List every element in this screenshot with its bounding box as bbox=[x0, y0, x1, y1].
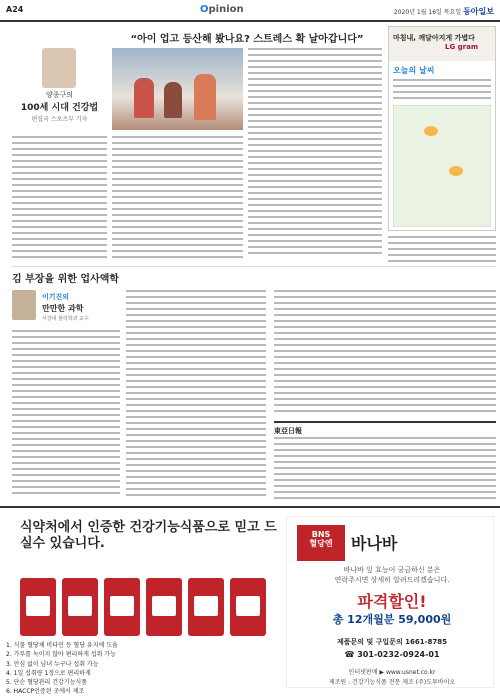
author-name: 양종구의 bbox=[45, 91, 74, 99]
sale-banner: 파격할인! bbox=[357, 592, 427, 611]
section-initial: O bbox=[200, 4, 209, 15]
person-figure bbox=[164, 82, 182, 118]
column2-headline: 김 부장을 위한 업사액학 bbox=[12, 274, 120, 285]
section-rest: pinion bbox=[208, 4, 244, 15]
ad-sub2: 연락주시면 상세히 알려드리겠습니다. bbox=[334, 576, 450, 584]
sun-icon bbox=[449, 166, 463, 176]
laptop-ad[interactable] bbox=[389, 27, 495, 61]
ad-note: 6. HACCP인증된 곳에서 제조 bbox=[6, 688, 85, 696]
column-series-title: 100세 시대 건강법 bbox=[20, 103, 99, 113]
product-box bbox=[230, 578, 266, 636]
article-photo bbox=[112, 48, 243, 130]
ad-note: 5. 단순 혈당관리 건강기능식품 bbox=[6, 679, 87, 687]
article2-body-col2 bbox=[126, 290, 266, 502]
brand-tag-line1: BNS bbox=[311, 530, 331, 539]
product-box bbox=[20, 578, 56, 636]
ad-note: 4. 1일 섭취량 1정으로 편리하게 bbox=[6, 669, 91, 677]
article-body-col1 bbox=[12, 136, 107, 262]
publisher-info bbox=[274, 421, 496, 503]
ad-note: 2. 가루를 녹이지 않아 편리하게 섭취 가능 bbox=[6, 651, 116, 659]
issue-date-text: 2020년 1월 16일 목요일 bbox=[393, 9, 462, 16]
author2-name: 이기진의 bbox=[42, 293, 70, 301]
supplement-ad[interactable] bbox=[0, 506, 500, 696]
issue-date bbox=[394, 6, 494, 17]
brand-name: 바나바 bbox=[351, 534, 398, 553]
person-figure bbox=[134, 78, 154, 118]
column-headline: “아이 업고 등산해 봤나요? 스트레스 확 날아갑니다” bbox=[130, 34, 364, 45]
ad-notes bbox=[6, 641, 276, 697]
ad-note: 3. 안심 없이 남녀 누구나 섭취 가능 bbox=[6, 660, 99, 668]
contact-label[interactable]: 제품문의 및 구입문의 1661-8785 bbox=[336, 638, 448, 646]
section-divider bbox=[12, 266, 496, 267]
column2-series-title: 만만한 과학 bbox=[42, 304, 84, 313]
paper-name: 동아일보 bbox=[463, 7, 494, 16]
weather-panel bbox=[388, 26, 496, 231]
ad-note: 1. 식물 혈당체 비타민 등 혈당 유지에 도움 bbox=[6, 642, 118, 649]
manufacturer-info: 제조원 : 건강기능식품 전문 제조 (주)도투바이오 bbox=[328, 679, 456, 686]
brand-tag bbox=[297, 525, 345, 561]
author-photo bbox=[42, 48, 76, 88]
publisher-logo: 東亞日報 bbox=[274, 427, 302, 435]
product-box bbox=[62, 578, 98, 636]
laptop-ad-brand: LG gram bbox=[445, 43, 479, 51]
ad-headline: 식약처에서 인증한 건강기능식품으로 믿고 드실수 있습니다. bbox=[20, 520, 277, 552]
phone-number[interactable]: ☎ 301-0232-0924-01 bbox=[344, 650, 440, 659]
weather-title: 오늘의 날씨 bbox=[393, 66, 435, 75]
weather-summary-text bbox=[393, 79, 491, 101]
right-column-text bbox=[388, 236, 496, 266]
sun-icon bbox=[424, 126, 438, 136]
product-box bbox=[188, 578, 224, 636]
article-body-col2 bbox=[112, 136, 243, 262]
author-role: 편집국 스포츠부 기자 bbox=[31, 116, 88, 123]
ad-offer-box bbox=[286, 516, 494, 688]
publisher-details bbox=[274, 437, 496, 503]
author2-box bbox=[12, 290, 120, 326]
page-header bbox=[0, 0, 500, 22]
article-body-col3 bbox=[248, 48, 382, 262]
author2-photo bbox=[12, 290, 36, 320]
article2-body-col1 bbox=[12, 330, 120, 502]
product-box bbox=[146, 578, 182, 636]
article2-body-col3 bbox=[274, 290, 496, 416]
weather-map bbox=[393, 105, 491, 227]
product-box bbox=[104, 578, 140, 636]
ad-sub1: 바나바 잎 효능이 궁금하신 분은 bbox=[343, 566, 441, 574]
person-figure bbox=[194, 74, 216, 120]
section-title bbox=[200, 4, 244, 15]
brand-tag-line2: 혈당엔 bbox=[309, 538, 333, 548]
author-box bbox=[12, 48, 107, 130]
price-label: 총 12개월분 59,000원 bbox=[332, 613, 452, 626]
laptop-ad-slogan: 마침내, 깨달아지게 가볍다 bbox=[393, 34, 475, 42]
web-link[interactable]: 인터넷판매 ▶ www.usnet.co.kr bbox=[348, 669, 436, 676]
author2-role: 서강대 물리학과 교수 bbox=[42, 316, 89, 322]
page-number: A24 bbox=[6, 5, 24, 14]
